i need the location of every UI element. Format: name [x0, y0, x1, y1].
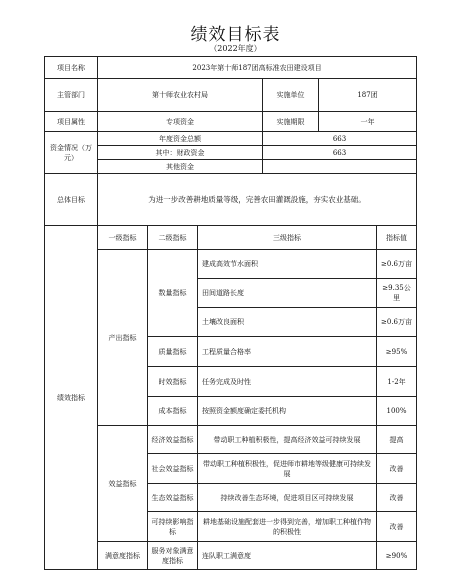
table-row [45, 79, 417, 112]
unit-label: 实施单位 [263, 79, 319, 112]
social-indicator: 带动职工种植积极性，促进师市耕地等级健康可持续发展 [198, 454, 377, 484]
time-label: 时效指标 [148, 367, 198, 397]
attr-label: 项目属性 [45, 112, 98, 132]
funds-fiscal-value: 663 [263, 146, 417, 160]
table-row [45, 542, 417, 570]
sustain-value: 改善 [377, 512, 417, 542]
header-level1: 一级指标 [98, 226, 148, 250]
header-level2: 二级指标 [148, 226, 198, 250]
period-label: 实施期限 [263, 112, 319, 132]
period-value: 一年 [319, 112, 417, 132]
goal-label: 总体目标 [45, 174, 98, 226]
funds-other-value [263, 160, 417, 174]
table-row [45, 132, 417, 146]
performance-table [44, 56, 417, 570]
qual-indicator: 工程质量合格率 [198, 337, 377, 367]
q3-value: ≥0.6万亩 [377, 308, 417, 337]
header-level3: 三级指标 [198, 226, 377, 250]
header-value: 指标值 [377, 226, 417, 250]
table-row [45, 226, 417, 250]
serve-value: ≥90% [377, 542, 417, 570]
sustain-label: 可持续影响指标 [148, 512, 198, 542]
output-label: 产出指标 [98, 250, 148, 426]
social-label: 社会效益指标 [148, 454, 198, 484]
dept-label: 主管部门 [45, 79, 98, 112]
table-row [45, 174, 417, 226]
goal-text: 为进一步改善耕地质量等级，完善农田灌溉設施，夯实农业基础。 [98, 174, 417, 226]
page-year: （2022年度） [209, 44, 262, 53]
table-row [45, 426, 417, 454]
table-row [45, 57, 417, 79]
table-row [45, 160, 417, 174]
project-name-value: 2023年第十师187团高标准农田建设项目 [98, 57, 417, 79]
funds-label: 资金情况（万元） [45, 132, 98, 174]
funds-fiscal-label: 其中：财政资金 [98, 146, 263, 160]
q2-value: ≥9.35公里 [377, 279, 417, 308]
eco-value: 改善 [377, 484, 417, 512]
satisfaction-label: 满意度指标 [98, 542, 148, 570]
eco-indicator: 持续改善生态环境，促进项目区可持续发展 [198, 484, 377, 512]
qty-label: 数量指标 [148, 250, 198, 337]
qual-value: ≥95% [377, 337, 417, 367]
perf-label: 绩效指标 [45, 226, 98, 570]
page-title: 绩效目标表 [190, 25, 281, 45]
funds-total-value: 663 [263, 132, 417, 146]
funds-total-label: 年度资金总额 [98, 132, 263, 146]
time-indicator: 任务完成及时性 [198, 367, 377, 397]
funds-other-label: 其他资金 [98, 160, 263, 174]
sustain-indicator: 耕地基础设施配套进一步得到完善，增加职工种植作物的积极性 [198, 512, 377, 542]
benefit-label: 效益指标 [98, 426, 148, 542]
q1-indicator: 建成高效节水面积 [198, 250, 377, 279]
unit-value: 187团 [319, 79, 417, 112]
attr-value: 专项资金 [98, 112, 263, 132]
q2-indicator: 田间道路长度 [198, 279, 377, 308]
table-row [45, 112, 417, 132]
table-row [45, 146, 417, 160]
econ-value: 提高 [377, 426, 417, 454]
econ-indicator: 带动职工种植积极性，提高经济效益可持续发展 [198, 426, 377, 454]
cost-indicator: 按照资金额度确定委托机构 [198, 397, 377, 426]
cost-value: 100% [377, 397, 417, 426]
econ-label: 经济效益指标 [148, 426, 198, 454]
qual-label: 质量指标 [148, 337, 198, 367]
cost-label: 成本指标 [148, 397, 198, 426]
serve-indicator: 连队职工满意度 [198, 542, 377, 570]
q1-value: ≥0.6万亩 [377, 250, 417, 279]
q3-indicator: 土壤改良面积 [198, 308, 377, 337]
table-row [45, 250, 417, 279]
project-name-label: 项目名称 [45, 57, 98, 79]
serve-label: 服务对象满意度指标 [148, 542, 198, 570]
time-value: 1-2年 [377, 367, 417, 397]
dept-value: 第十师农业农村局 [98, 79, 263, 112]
eco-label: 生态效益指标 [148, 484, 198, 512]
social-value: 改善 [377, 454, 417, 484]
